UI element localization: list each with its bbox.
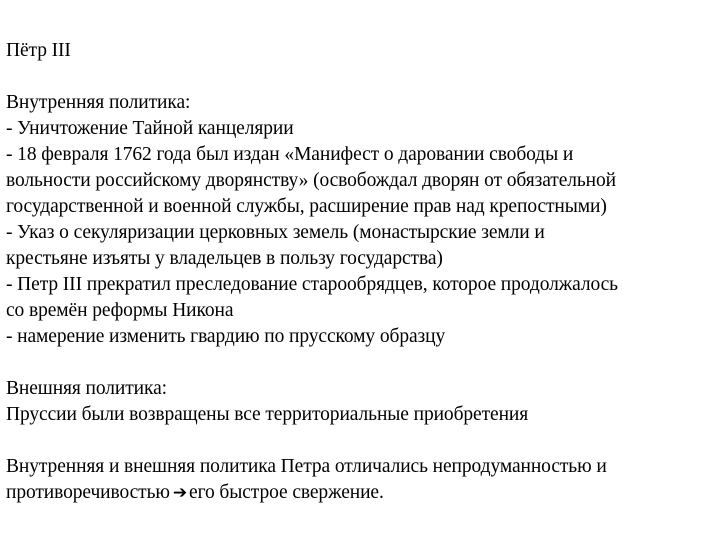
title-text: Пётр III xyxy=(6,40,71,61)
foreign-policy-section xyxy=(6,376,718,428)
domestic-policy-line: - Петр III прекратил преследование старообрядцев, которое продолжалось xyxy=(6,274,618,295)
domestic-policy-line: - намерение изменить гвардию по прусскому образцу xyxy=(6,326,446,347)
slide-text xyxy=(6,38,718,506)
domestic-policy-line: государственной и военной службы, расширение прав над крепостными) xyxy=(6,196,607,217)
right-arrow-icon: ➔ xyxy=(172,483,188,503)
spacer xyxy=(6,428,718,454)
domestic-policy-heading: Внутренняя политика: xyxy=(6,92,191,113)
conclusion-text-before: противоречивостью xyxy=(6,482,170,503)
foreign-policy-line: Пруссии были возвращены все территориальные приобретения xyxy=(6,404,529,425)
domestic-policy-line: со времён реформы Никона xyxy=(6,300,234,321)
domestic-policy-section xyxy=(6,90,718,350)
domestic-policy-line: вольности российскому дворянству» (освобождал дворян от обязательной xyxy=(6,170,616,191)
slide-title xyxy=(6,38,718,64)
domestic-policy-line: - Уничтожение Тайной канцелярии xyxy=(6,118,294,139)
spacer xyxy=(6,350,718,376)
conclusion-section xyxy=(6,454,718,506)
domestic-policy-line: крестьяне изъяты у владельцев в пользу государства) xyxy=(6,248,443,269)
domestic-policy-line: - 18 февраля 1762 года был издан «Манифест о даровании свободы и xyxy=(6,144,574,165)
spacer xyxy=(6,64,718,90)
foreign-policy-heading: Внешняя политика: xyxy=(6,378,167,399)
conclusion-text-after: его быстрое свержение. xyxy=(189,482,384,503)
conclusion-line: Внутренняя и внешняя политика Петра отличались непродуманностью и xyxy=(6,456,607,477)
conclusion-line xyxy=(6,480,718,506)
domestic-policy-line: - Указ о секуляризации церковных земель (монастырские земли и xyxy=(6,222,545,243)
